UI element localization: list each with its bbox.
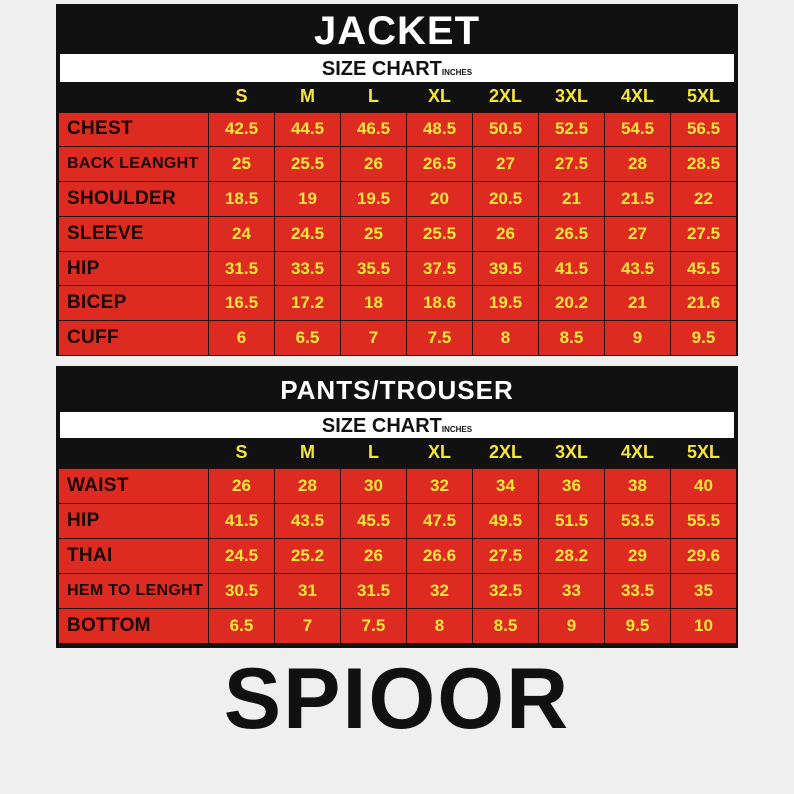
measurement-value: 33.5 <box>275 251 341 286</box>
measurement-value: 26 <box>209 468 275 503</box>
size-header: L <box>368 442 379 463</box>
size-header: 2XL <box>488 86 522 107</box>
measurement-value: 43.5 <box>275 503 341 538</box>
measurement-label: BICEP <box>59 286 209 321</box>
measurement-value: 26 <box>341 538 407 573</box>
pants-units: INCHES <box>441 425 473 434</box>
measurement-value: 41.5 <box>209 503 275 538</box>
measurement-value: 16.5 <box>209 286 275 321</box>
measurement-value: 37.5 <box>407 251 473 286</box>
measurement-label: SHOULDER <box>59 182 209 217</box>
table-row <box>59 468 737 503</box>
jacket-size-header-row <box>59 82 737 112</box>
measurement-value: 7.5 <box>407 321 473 356</box>
measurement-label: CUFF <box>59 321 209 356</box>
size-header: 2XL <box>488 442 522 463</box>
measurement-value: 35.5 <box>341 251 407 286</box>
measurement-value: 20.2 <box>539 286 605 321</box>
measurement-value: 52.5 <box>539 112 605 147</box>
measurement-value: 29 <box>605 538 671 573</box>
measurement-value: 48.5 <box>407 112 473 147</box>
measurement-value: 25.2 <box>275 538 341 573</box>
jacket-header-corner <box>59 82 209 112</box>
measurement-value: 45.5 <box>341 503 407 538</box>
measurement-label: BACK LEANGHT <box>59 147 209 182</box>
measurement-value: 25 <box>341 216 407 251</box>
measurement-value: 55.5 <box>671 503 737 538</box>
measurement-value: 17.2 <box>275 286 341 321</box>
measurement-value: 41.5 <box>539 251 605 286</box>
table-row <box>59 538 737 573</box>
measurement-label: HIP <box>59 251 209 286</box>
measurement-value: 7 <box>275 608 341 643</box>
measurement-value: 9 <box>539 608 605 643</box>
size-header: 3XL <box>554 86 588 107</box>
size-header: 4XL <box>620 86 654 107</box>
measurement-value: 27 <box>605 216 671 251</box>
size-header: 3XL <box>554 442 588 463</box>
measurement-label: WAIST <box>59 468 209 503</box>
measurement-value: 27.5 <box>671 216 737 251</box>
measurement-value: 26 <box>473 216 539 251</box>
jacket-size-table <box>58 82 737 356</box>
table-row <box>59 182 737 217</box>
size-header: XL <box>427 86 451 107</box>
pants-subtitle: SIZE CHART <box>321 415 442 437</box>
jacket-table-body <box>59 112 737 356</box>
measurement-value: 9.5 <box>671 321 737 356</box>
table-row <box>59 608 737 643</box>
measurement-value: 26.5 <box>407 147 473 182</box>
measurement-value: 38 <box>605 468 671 503</box>
measurement-value: 42.5 <box>209 112 275 147</box>
measurement-value: 26.6 <box>407 538 473 573</box>
table-row <box>59 216 737 251</box>
measurement-value: 6.5 <box>275 321 341 356</box>
measurement-value: 30.5 <box>209 573 275 608</box>
measurement-value: 8 <box>407 608 473 643</box>
measurement-value: 49.5 <box>473 503 539 538</box>
measurement-value: 20 <box>407 182 473 217</box>
measurement-value: 18.5 <box>209 182 275 217</box>
measurement-value: 32 <box>407 573 473 608</box>
measurement-value: 36 <box>539 468 605 503</box>
measurement-value: 19 <box>275 182 341 217</box>
measurement-value: 25.5 <box>407 216 473 251</box>
size-header: S <box>235 442 248 463</box>
measurement-value: 18 <box>341 286 407 321</box>
measurement-value: 21 <box>605 286 671 321</box>
measurement-value: 29.6 <box>671 538 737 573</box>
measurement-value: 7 <box>341 321 407 356</box>
measurement-value: 20.5 <box>473 182 539 217</box>
measurement-value: 39.5 <box>473 251 539 286</box>
measurement-value: 26 <box>341 147 407 182</box>
measurement-value: 43.5 <box>605 251 671 286</box>
measurement-value: 24.5 <box>275 216 341 251</box>
measurement-value: 21.6 <box>671 286 737 321</box>
size-header: M <box>300 86 315 107</box>
measurement-label: HIP <box>59 503 209 538</box>
measurement-value: 54.5 <box>605 112 671 147</box>
measurement-value: 31 <box>275 573 341 608</box>
jacket-subtitle-bar <box>60 54 734 82</box>
size-header: 4XL <box>620 442 654 463</box>
measurement-value: 27.5 <box>473 538 539 573</box>
measurement-value: 28.2 <box>539 538 605 573</box>
measurement-value: 9 <box>605 321 671 356</box>
measurement-value: 44.5 <box>275 112 341 147</box>
measurement-label: CHEST <box>59 112 209 147</box>
measurement-label: BOTTOM <box>59 608 209 643</box>
size-header: S <box>235 86 248 107</box>
measurement-value: 28 <box>275 468 341 503</box>
measurement-value: 47.5 <box>407 503 473 538</box>
measurement-value: 31.5 <box>341 573 407 608</box>
measurement-value: 9.5 <box>605 608 671 643</box>
table-row <box>59 112 737 147</box>
measurement-value: 24.5 <box>209 538 275 573</box>
measurement-value: 6 <box>209 321 275 356</box>
measurement-value: 26.5 <box>539 216 605 251</box>
jacket-subtitle: SIZE CHART <box>321 58 442 80</box>
measurement-value: 19.5 <box>473 286 539 321</box>
pants-header-corner <box>59 438 209 468</box>
measurement-value: 32 <box>407 468 473 503</box>
pants-size-chart <box>56 366 738 648</box>
table-row <box>59 321 737 356</box>
measurement-label: THAI <box>59 538 209 573</box>
jacket-size-chart <box>56 4 738 356</box>
measurement-value: 25 <box>209 147 275 182</box>
size-header: XL <box>427 442 451 463</box>
brand-logo-text: SPIOOR <box>223 651 571 747</box>
measurement-value: 10 <box>671 608 737 643</box>
size-header: 5XL <box>686 442 720 463</box>
measurement-value: 31.5 <box>209 251 275 286</box>
measurement-value: 27 <box>473 147 539 182</box>
measurement-value: 50.5 <box>473 112 539 147</box>
measurement-value: 51.5 <box>539 503 605 538</box>
measurement-label: SLEEVE <box>59 216 209 251</box>
table-row <box>59 573 737 608</box>
pants-title: PANTS/TROUSER <box>280 375 514 405</box>
measurement-value: 53.5 <box>605 503 671 538</box>
measurement-value: 27.5 <box>539 147 605 182</box>
measurement-value: 8.5 <box>539 321 605 356</box>
measurement-value: 8.5 <box>473 608 539 643</box>
measurement-value: 34 <box>473 468 539 503</box>
measurement-label: HEM TO LENGHT <box>59 573 209 608</box>
measurement-value: 6.5 <box>209 608 275 643</box>
measurement-value: 32.5 <box>473 573 539 608</box>
measurement-value: 8 <box>473 321 539 356</box>
pants-size-header-row <box>59 438 737 468</box>
size-header: 5XL <box>686 86 720 107</box>
measurement-value: 21 <box>539 182 605 217</box>
measurement-value: 24 <box>209 216 275 251</box>
size-header: M <box>300 442 315 463</box>
pants-size-table <box>58 438 737 644</box>
table-row <box>59 251 737 286</box>
measurement-value: 30 <box>341 468 407 503</box>
table-row <box>59 286 737 321</box>
measurement-value: 35 <box>671 573 737 608</box>
jacket-title: JACKET <box>313 9 481 53</box>
measurement-value: 28 <box>605 147 671 182</box>
measurement-value: 25.5 <box>275 147 341 182</box>
measurement-value: 45.5 <box>671 251 737 286</box>
measurement-value: 28.5 <box>671 147 737 182</box>
table-row <box>59 503 737 538</box>
measurement-value: 40 <box>671 468 737 503</box>
measurement-value: 46.5 <box>341 112 407 147</box>
measurement-value: 19.5 <box>341 182 407 217</box>
pants-table-body <box>59 468 737 643</box>
measurement-value: 22 <box>671 182 737 217</box>
size-header: L <box>368 86 379 107</box>
measurement-value: 7.5 <box>341 608 407 643</box>
jacket-units: INCHES <box>441 68 473 77</box>
measurement-value: 18.6 <box>407 286 473 321</box>
measurement-value: 33 <box>539 573 605 608</box>
measurement-value: 33.5 <box>605 573 671 608</box>
pants-subtitle-bar <box>60 412 734 438</box>
measurement-value: 56.5 <box>671 112 737 147</box>
measurement-value: 21.5 <box>605 182 671 217</box>
table-row <box>59 147 737 182</box>
